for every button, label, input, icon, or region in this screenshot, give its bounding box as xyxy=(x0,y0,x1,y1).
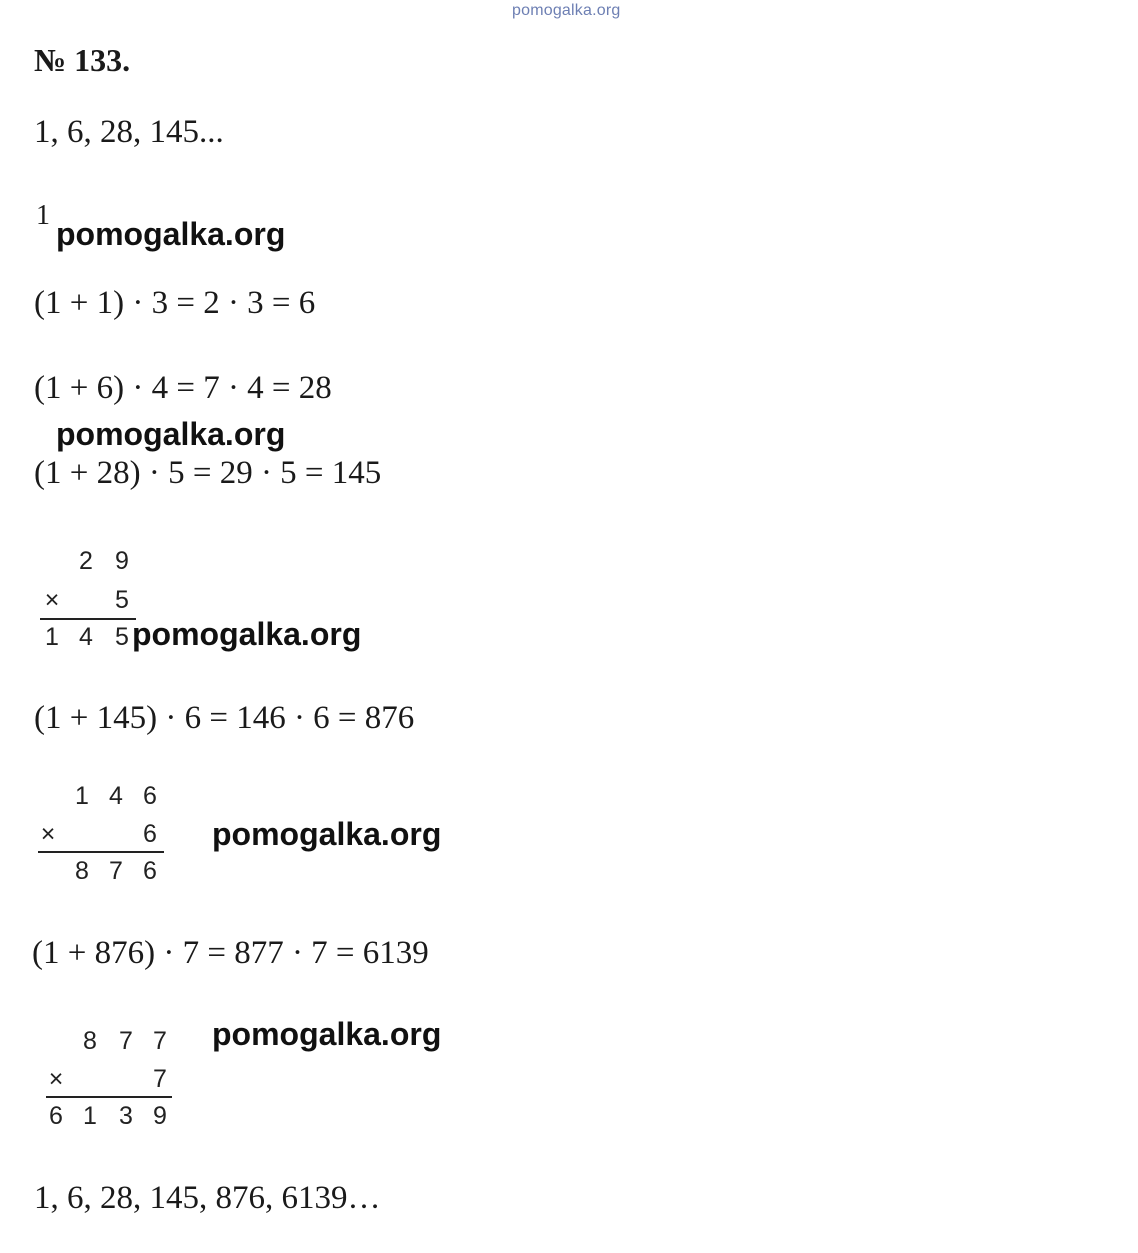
multiplication-146x6 xyxy=(38,780,168,890)
digit: 1 xyxy=(83,1102,97,1130)
equation-5: (1 + 876) · 7 = 877 · 7 = 6139 xyxy=(32,935,429,971)
multiply-sign: × xyxy=(44,586,60,614)
digit: 8 xyxy=(83,1027,97,1055)
digit: 7 xyxy=(119,1027,133,1055)
watermark-2: pomogalka.org xyxy=(56,416,286,452)
digit: 2 xyxy=(79,547,93,575)
watermark-3: pomogalka.org xyxy=(132,616,362,652)
result-line xyxy=(40,618,136,620)
digit: 7 xyxy=(109,857,123,885)
digit: 6 xyxy=(143,782,157,810)
digit: 4 xyxy=(79,623,93,651)
multiplication-877x7 xyxy=(46,1025,176,1135)
digit: 1 xyxy=(45,623,59,651)
equation-2: (1 + 6) · 4 = 7 · 4 = 28 xyxy=(34,370,332,406)
sequence-start: 1, 6, 28, 145... xyxy=(34,114,224,150)
multiplier: 7 xyxy=(153,1065,167,1093)
digit: 4 xyxy=(109,782,123,810)
header-watermark: pomogalka.org xyxy=(512,2,621,19)
problem-title: № 133. xyxy=(34,42,131,78)
watermark-1: pomogalka.org xyxy=(56,216,286,252)
equation-4: (1 + 145) · 6 = 146 · 6 = 876 xyxy=(34,700,415,736)
multiplication-29x5 xyxy=(40,545,140,655)
digit: 6 xyxy=(49,1102,63,1130)
result-line xyxy=(46,1096,172,1098)
digit: 6 xyxy=(143,857,157,885)
watermark-4: pomogalka.org xyxy=(212,816,442,852)
digit: 1 xyxy=(75,782,89,810)
answer-sequence: 1, 6, 28, 145, 876, 6139… xyxy=(34,1180,381,1216)
digit: 9 xyxy=(153,1102,167,1130)
multiply-sign: × xyxy=(48,1065,64,1093)
digit: 9 xyxy=(115,547,129,575)
equation-3: (1 + 28) · 5 = 29 · 5 = 145 xyxy=(34,455,382,491)
digit: 8 xyxy=(75,857,89,885)
equation-1: (1 + 1) · 3 = 2 · 3 = 6 xyxy=(34,285,316,321)
multiplier: 6 xyxy=(143,820,157,848)
multiplier: 5 xyxy=(115,586,129,614)
digit: 5 xyxy=(115,623,129,651)
multiply-sign: × xyxy=(40,820,56,848)
digit: 7 xyxy=(153,1027,167,1055)
result-line xyxy=(38,851,164,853)
digit: 3 xyxy=(119,1102,133,1130)
step-number: 1 xyxy=(36,200,50,231)
watermark-5: pomogalka.org xyxy=(212,1016,442,1052)
